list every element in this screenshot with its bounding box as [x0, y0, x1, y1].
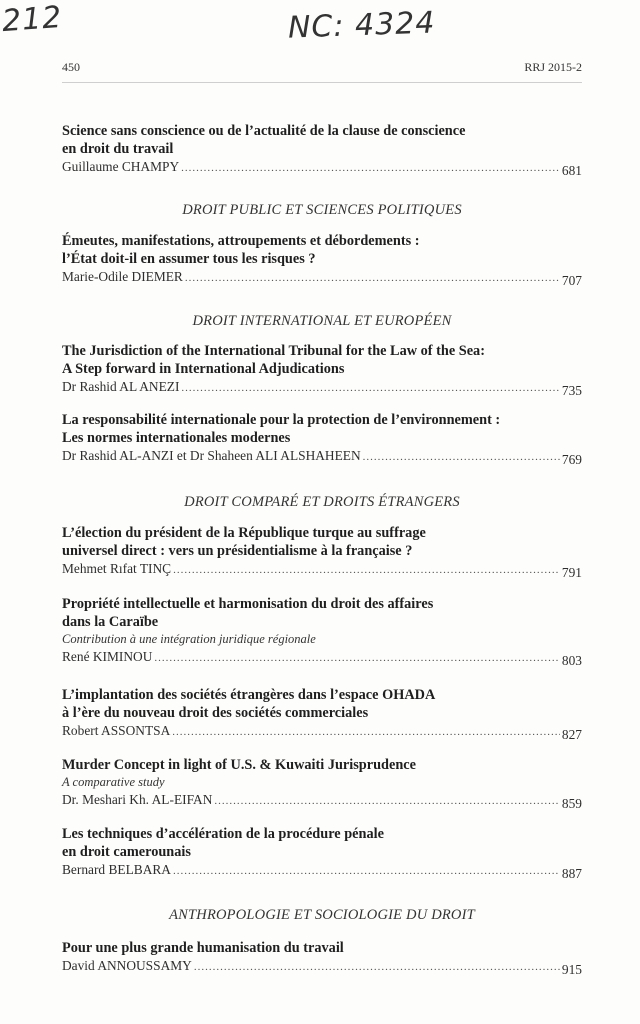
entry-page: 803: [561, 653, 582, 668]
author-line: [62, 648, 582, 667]
entry-author: René KIMINOU: [62, 649, 153, 664]
author-line: [62, 957, 582, 976]
leader-dots: [173, 561, 560, 579]
handwritten-note-left: 212: [0, 0, 64, 40]
author-line: [62, 447, 582, 466]
leader-dots: [214, 792, 560, 810]
journal-issue: RRJ 2015-2: [524, 60, 582, 74]
entry-title: L’implantation des sociétés étrangères dans l’espace OHADA: [62, 687, 436, 703]
entry-subtitle: Contribution à une intégration juridique régionale: [62, 632, 316, 646]
page-number: 450: [62, 60, 80, 74]
entry-subtitle: A comparative study: [62, 775, 165, 789]
section-heading: ANTHROPOLOGIE ET SOCIOLOGIE DU DROIT: [169, 907, 475, 923]
entry-title: Émeutes, manifestations, attroupements et débordements :: [62, 233, 420, 249]
entry-title: dans la Caraïbe: [62, 614, 159, 630]
author-line: [62, 791, 582, 810]
entry-page: 887: [561, 866, 582, 881]
entry-title: Propriété intellectuelle et harmonisation du droit des affaires: [62, 596, 434, 612]
entry-title: A Step forward in International Adjudications: [62, 361, 345, 377]
author-line: [62, 268, 582, 287]
handwritten-note-center: NC: 4324: [287, 5, 436, 46]
entry-title: Les techniques d’accélération de la procédure pénale: [62, 826, 384, 842]
section-heading: DROIT COMPARÉ ET DROITS ÉTRANGERS: [184, 494, 460, 510]
entry-title: Pour une plus grande humanisation du travail: [62, 940, 344, 956]
entry-page: 769: [561, 452, 582, 467]
leader-dots: [172, 723, 560, 741]
running-header: [62, 60, 582, 83]
leader-dots: [185, 269, 560, 287]
entry-title: universel direct : vers un présidentialisme à la française ?: [62, 543, 413, 559]
leader-dots: [363, 448, 560, 466]
toc-entry: [62, 756, 582, 810]
entry-title: L’élection du président de la République turque au suffrage: [62, 525, 426, 541]
author-line: [62, 861, 582, 880]
author-line: [62, 722, 582, 741]
entry-page: 859: [561, 796, 582, 811]
entry-title: en droit camerounais: [62, 844, 191, 860]
toc-entry: [62, 939, 582, 976]
entry-title: l’État doit-il en assumer tous les risques ?: [62, 251, 316, 267]
entry-page: 707: [561, 273, 582, 288]
entry-title: La responsabilité internationale pour la protection de l’environnement :: [62, 412, 501, 428]
author-line: [62, 378, 582, 397]
entry-title: à l’ère du nouveau droit des sociétés commerciales: [62, 705, 369, 721]
entry-author: Robert ASSONTSA: [62, 723, 171, 738]
toc-entry: [62, 825, 582, 880]
entry-author: Bernard BELBARA: [62, 862, 171, 877]
toc-entry: [62, 524, 582, 579]
leader-dots: [181, 159, 560, 177]
entry-title: en droit du travail: [62, 141, 174, 157]
entry-author: Dr Rashid AL-ANZI et Dr Shaheen ALI ALSHAHEEN: [62, 448, 361, 463]
toc-entry: [62, 232, 582, 287]
entry-author: Dr. Meshari Kh. AL-EIFAN: [62, 792, 213, 807]
entry-author: Marie-Odile DIEMER: [62, 269, 183, 284]
entry-author: Guillaume CHAMPY: [62, 159, 180, 174]
entry-page: 681: [561, 163, 582, 178]
entry-page: 791: [561, 565, 582, 580]
entry-page: 827: [561, 727, 582, 742]
author-line: [62, 158, 582, 177]
entry-page: 735: [561, 383, 582, 398]
entry-title: Les normes internationales modernes: [62, 430, 291, 446]
leader-dots: [194, 958, 560, 976]
entry-title: Science sans conscience ou de l’actualité de la clause de conscience: [62, 123, 466, 139]
leader-dots: [173, 862, 560, 880]
entry-page: 915: [561, 962, 582, 977]
entry-author: Mehmet Rıfat TINÇ: [62, 561, 172, 576]
entry-author: David ANNOUSSAMY: [62, 958, 192, 973]
leader-dots: [154, 649, 560, 667]
entry-title: The Jurisdiction of the International Tribunal for the Law of the Sea:: [62, 343, 485, 359]
toc-entry: [62, 342, 582, 397]
section-heading: DROIT PUBLIC ET SCIENCES POLITIQUES: [182, 202, 462, 218]
entry-author: Dr Rashid AL ANEZI: [62, 379, 180, 394]
toc-entry: [62, 595, 582, 667]
toc-entry: [62, 122, 582, 177]
leader-dots: [181, 379, 560, 397]
toc-entry: [62, 686, 582, 741]
author-line: [62, 560, 582, 579]
section-heading: DROIT INTERNATIONAL ET EUROPÉEN: [192, 313, 452, 329]
toc-entry: [62, 411, 582, 466]
entry-title: Murder Concept in light of U.S. & Kuwaiti Jurisprudence: [62, 757, 416, 773]
